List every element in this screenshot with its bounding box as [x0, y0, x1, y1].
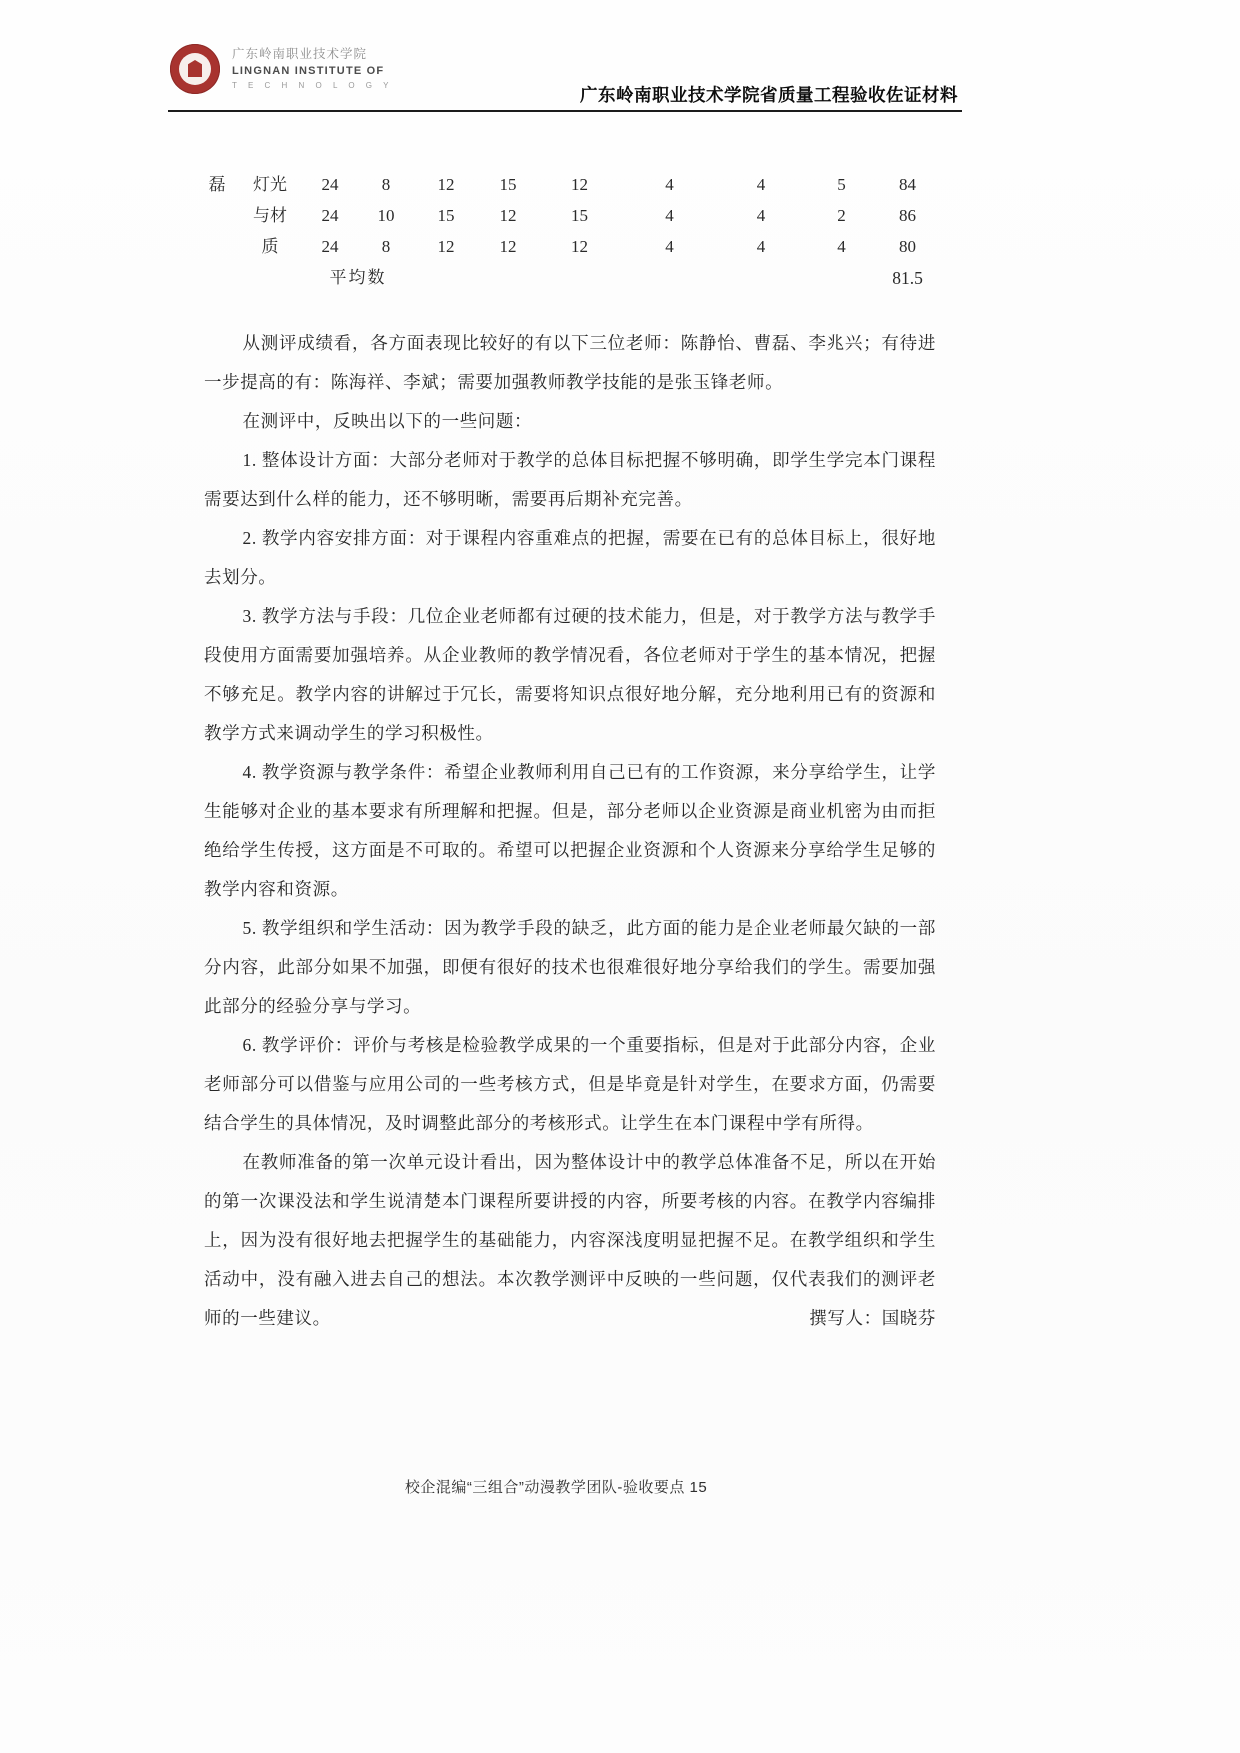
document-header-title: 广东岭南职业技术学院省质量工程验收佐证材料 [580, 85, 958, 105]
table-cell: 15 [499, 175, 517, 194]
table-cell-average-value: 81.5 [892, 268, 923, 288]
header-divider [168, 110, 962, 112]
institute-en-name-line1: LINGNAN INSTITUTE OF [232, 64, 385, 77]
table-cell: 质 [261, 237, 279, 256]
table-cell: 与材 [253, 206, 287, 225]
institute-name-block [232, 47, 393, 90]
table-cell: 12 [499, 237, 517, 256]
table-cell [196, 232, 238, 262]
footer-text: 校企混编“三组合”动漫教学团队-验收要点 15 [404, 1479, 708, 1496]
author-signature: 撰写人：国晓芬 [809, 1308, 936, 1328]
table-cell: 24 [321, 206, 339, 225]
paragraph: 3. 教学方法与手段：几位企业老师都有过硬的技术能力，但是，对于教学方法与教学手段使用方面需要加强培养。从企业教师的教学情况看，各位老师对于学生的基本情况，把握不够充足。教学内容的讲解过于冗长，需要将知识点很好地分解，充分地利用已有的资源和教学方式来调动学生的学习积极性。 [204, 606, 936, 743]
table-cell: 15 [437, 206, 455, 225]
table-cell: 12 [437, 237, 455, 256]
table-cell: 8 [381, 237, 391, 256]
paragraph: 在教师准备的第一次单元设计看出，因为整体设计中的教学总体准备不足，所以在开始的第一次课没法和学生说清楚本门课程所要讲授的内容，所要考核的内容。在教学内容编排上，因为没有很好地去把握学生的基础能力，内容深浅度明显把握不足。在教学组织和学生活动中，没有融入进去自己的想法。本次教学测评中反映的一些问题，仅代表我们的测评老师的一些建议。 [204, 1152, 936, 1328]
table-cell: 15 [571, 206, 588, 225]
table-cell: 4 [837, 237, 846, 256]
table-cell: 5 [837, 175, 846, 194]
table-cell-average-label: 平均数 [329, 268, 387, 287]
paragraph: 2. 教学内容安排方面：对于课程内容重难点的把握，需要在已有的总体目标上，很好地去划分。 [204, 528, 936, 587]
table-cell: 4 [665, 175, 674, 194]
table-cell: 4 [756, 237, 766, 256]
school-seal-icon [170, 44, 220, 94]
table-cell: 4 [665, 237, 674, 256]
table-cell: 12 [499, 206, 517, 225]
table-cell: 灯光 [253, 175, 287, 194]
table-cell: 4 [756, 175, 766, 194]
paragraph: 5. 教学组织和学生活动：因为教学手段的缺乏，此方面的能力是企业老师最欠缺的一部分内容，此部分如果不加强，即便有很好的技术也很难很好地分享给我们的学生。需要加强此部分的经验分享与学习。 [204, 918, 936, 1016]
table-cell: 8 [381, 175, 391, 194]
table-cell: 86 [899, 206, 916, 225]
table-cell: 12 [571, 175, 588, 194]
table-cell: 磊 [208, 175, 226, 194]
table-cell [196, 201, 238, 231]
document-body [204, 324, 936, 1338]
score-table [196, 170, 936, 293]
table-cell: 12 [437, 175, 455, 194]
paragraph: 1. 整体设计方面：大部分老师对于教学的总体目标把握不够明确，即学生学完本门课程需要达到什么样的能力，还不够明晰，需要再后期补充完善。 [204, 450, 936, 509]
paragraph: 6. 教学评价：评价与考核是检验教学成果的一个重要指标，但是对于此部分内容，企业老师部分可以借鉴与应用公司的一些考核方式，但是毕竟是针对学生，在要求方面，仍需要结合学生的具体情况，及时调整此部分的考核形式。让学生在本门课程中学有所得。 [204, 1035, 936, 1133]
institute-logo [170, 44, 393, 94]
table-cell: 84 [899, 175, 916, 194]
paragraph: 4. 教学资源与教学条件：希望企业教师利用自己已有的工作资源，来分享给学生，让学生能够对企业的基本要求有所理解和把握。但是，部分老师以企业资源是商业机密为由而拒绝给学生传授，这方面是不可取的。希望可以把握企业资源和个人资源来分享给学生足够的教学内容和资源。 [204, 762, 936, 899]
seal-emblem-icon [179, 53, 211, 85]
paragraph: 在测评中，反映出以下的一些问题： [242, 411, 533, 431]
table-cell: 10 [377, 206, 395, 225]
table-cell: 2 [837, 206, 846, 225]
table-cell: 24 [321, 237, 339, 256]
institute-cn-name: 广东岭南职业技术学院 [232, 47, 368, 62]
table-cell: 4 [756, 206, 766, 225]
paragraph: 从测评成绩看，各方面表现比较好的有以下三位老师：陈静怡、曹磊、李兆兴；有待进一步提高的有：陈海祥、李斌；需要加强教师教学技能的是张玉锋老师。 [204, 333, 936, 392]
table-cell: 80 [899, 237, 916, 256]
table-cell: 12 [571, 237, 588, 256]
institute-en-name-line2: T E C H N O L O G Y [232, 80, 393, 90]
table-cell: 4 [665, 206, 674, 225]
table-cell: 24 [321, 175, 339, 194]
